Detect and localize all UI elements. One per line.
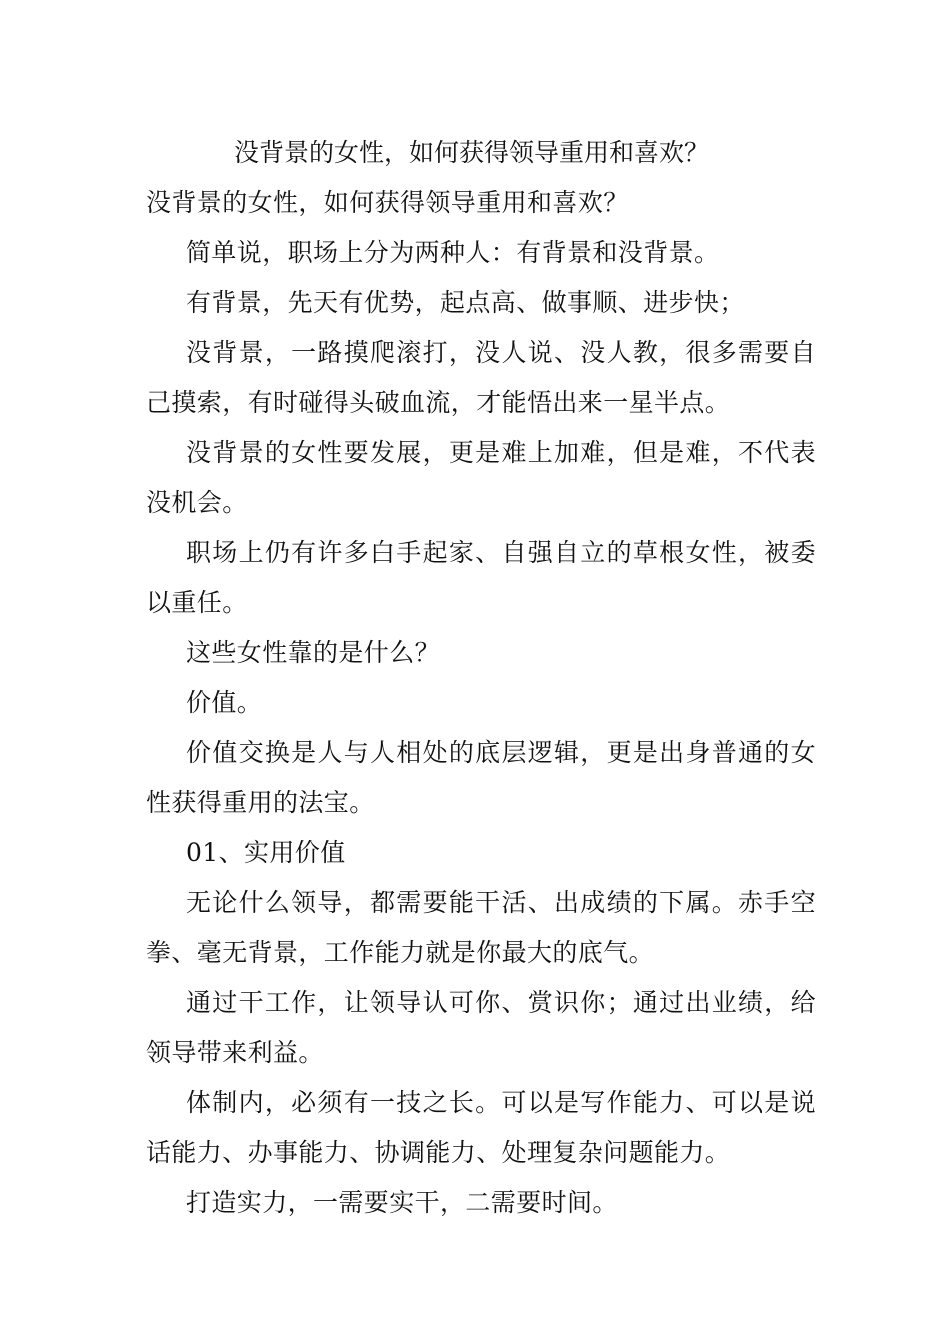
document-body <box>146 128 816 1228</box>
paragraph-with-background: 有背景，先天有优势，起点高、做事顺、进步快； <box>186 288 745 317</box>
paragraph-women-difficulty: 没背景的女性要发展，更是难上加难，但是难，不代表没机会。 <box>146 438 816 517</box>
paragraph-build-strength: 打造实力，一需要实干，二需要时间。 <box>186 1188 618 1217</box>
paragraph-question: 这些女性靠的是什么？ <box>186 638 441 667</box>
section-heading-practical-value: 01、实用价值 <box>186 838 346 867</box>
paragraph-intro: 简单说，职场上分为两种人：有背景和没背景。 <box>186 238 720 267</box>
paragraph-capable-subordinates: 无论什么领导，都需要能干活、出成绩的下属。赤手空拳、毫无背景，工作能力就是你最大的底气。 <box>146 888 816 967</box>
paragraph-without-background: 没背景，一路摸爬滚打，没人说、没人教，很多需要自己摸索，有时碰得头破血流，才能悟出来一星半点。 <box>146 338 816 417</box>
document-title: 没背景的女性，如何获得领导重用和喜欢？ <box>234 138 710 167</box>
subtitle-paragraph: 没背景的女性，如何获得领导重用和喜欢？ <box>146 188 629 217</box>
paragraph-skills: 体制内，必须有一技之长。可以是写作能力、可以是说话能力、办事能力、协调能力、处理复杂问题能力。 <box>146 1088 816 1167</box>
paragraph-value-exchange: 价值交换是人与人相处的底层逻辑，更是出身普通的女性获得重用的法宝。 <box>146 738 816 817</box>
paragraph-answer: 价值。 <box>186 688 263 717</box>
paragraph-recognition: 通过干工作，让领导认可你、赏识你；通过出业绩，给领导带来利益。 <box>146 988 816 1067</box>
paragraph-grassroots-women: 职场上仍有许多白手起家、自强自立的草根女性，被委以重任。 <box>146 538 816 617</box>
